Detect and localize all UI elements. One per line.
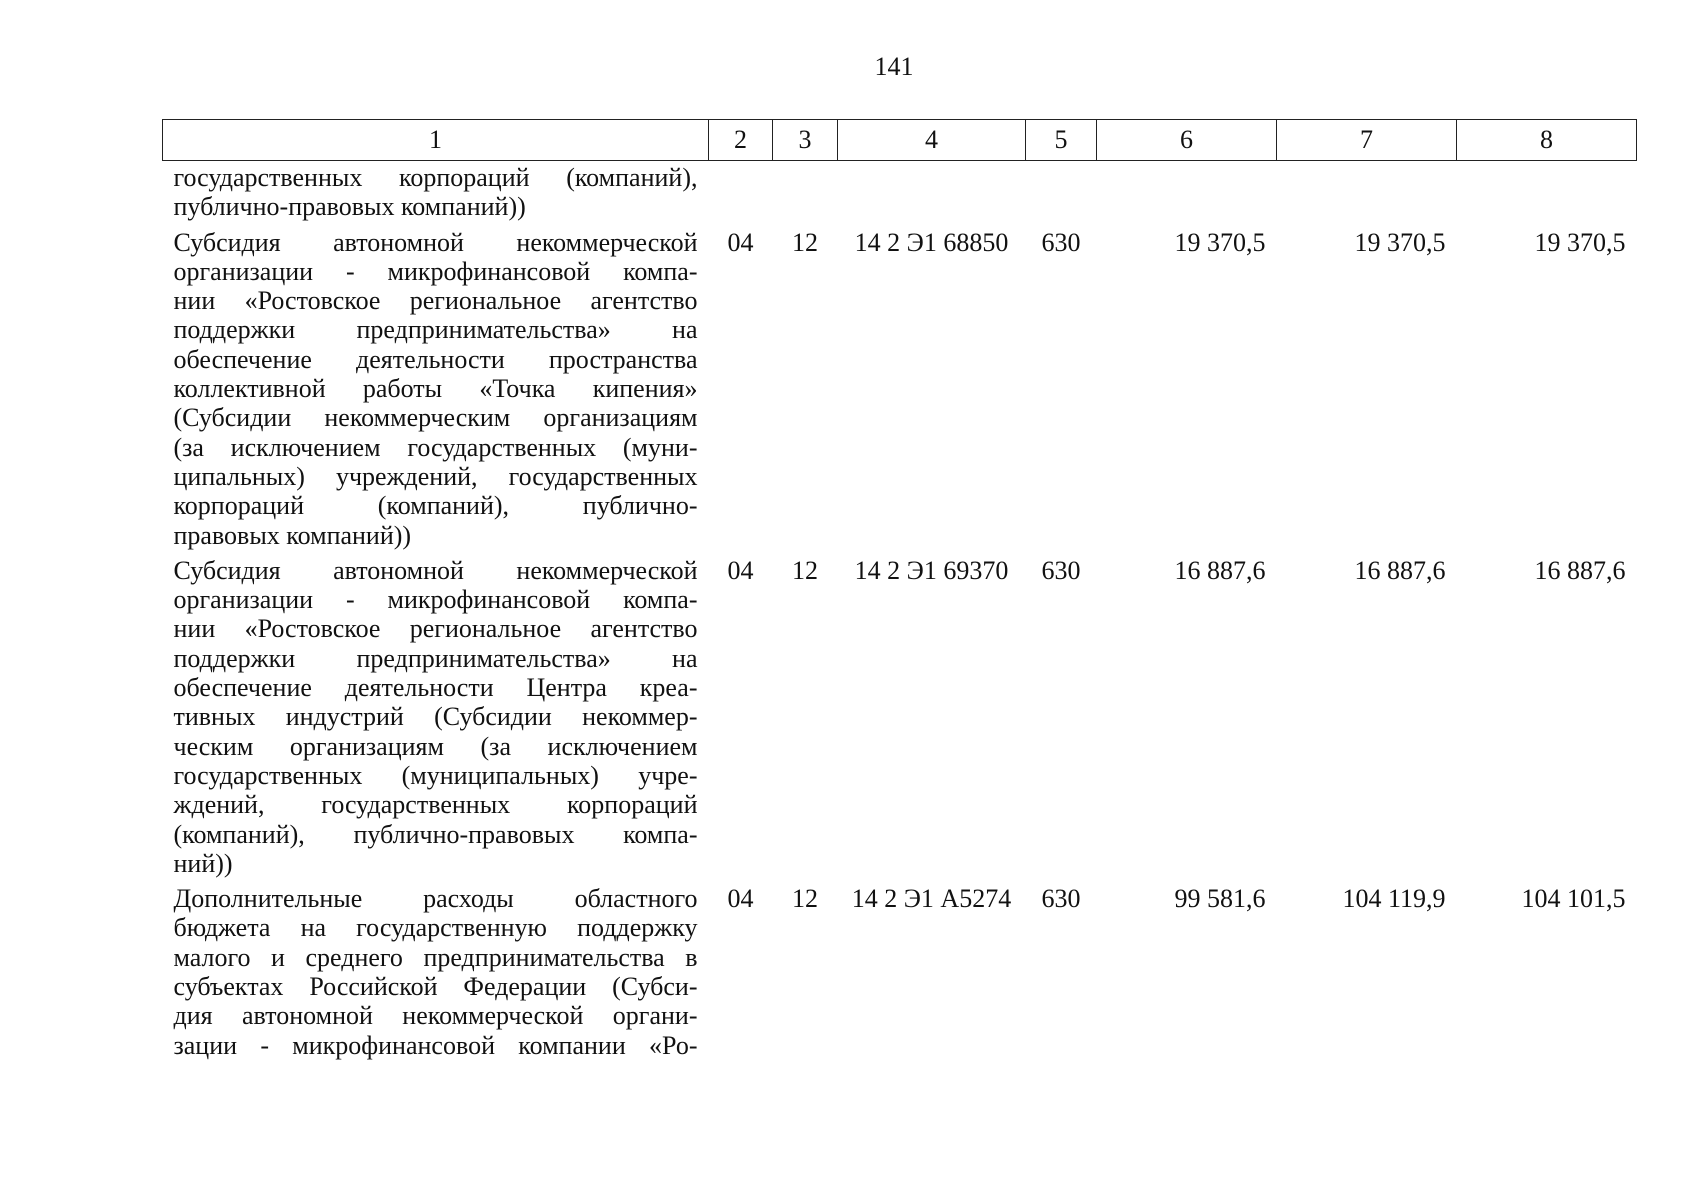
budget-table [162, 119, 1637, 1066]
description-line: государственных корпораций (компаний), [173, 163, 698, 192]
column-header: 6 [1097, 120, 1277, 161]
description-line: (Субсидии некоммерческим организациям [173, 403, 698, 433]
subsection-code [773, 161, 838, 228]
column-header: 5 [1026, 120, 1097, 161]
description-line: государственных (муниципальных) учре- [173, 760, 698, 790]
description-line: (компаний), публично-правовых компа- [173, 819, 698, 849]
row-description [163, 884, 709, 1066]
page-number: 141 [874, 52, 914, 81]
table-row [163, 228, 1637, 556]
description-line: организации - микрофинансовой компа- [173, 256, 698, 286]
row-description [163, 228, 709, 556]
amount-year-2: 16 887,6 [1354, 555, 1446, 585]
description-line: субъектах Российской Федерации (Субси- [173, 972, 698, 1002]
column-header: 7 [1277, 120, 1457, 161]
column-header: 1 [163, 120, 709, 161]
description-line: обеспечение деятельности пространства [173, 344, 698, 374]
description-line: нии «Ростовское региональное агентство [173, 286, 698, 316]
description-line: организации - микрофинансовой компа- [173, 585, 698, 615]
description-line: обеспечение деятельности Центра креа- [173, 673, 698, 703]
target-article-code: 14 2 Э1 68850 [854, 227, 1009, 257]
description-line: корпораций (компаний), публично- [173, 491, 698, 521]
amount-year-2: 104 119,9 [1342, 884, 1446, 914]
target-article-code [838, 161, 1026, 228]
description-line: Субсидия автономной некоммерческой [173, 555, 698, 585]
description-line: коллективной работы «Точка кипения» [173, 374, 698, 404]
header-row [163, 120, 1637, 161]
amount-year-3: 104 101,5 [1521, 884, 1626, 914]
table-row [163, 884, 1637, 1066]
description-line: Дополнительные расходы областного [173, 884, 698, 914]
section-code: 04 [727, 555, 754, 585]
description-line: бюджета на государственную поддержку [173, 913, 698, 943]
section-code: 04 [727, 227, 754, 257]
section-code: 04 [727, 884, 754, 914]
description-line: (за исключением государственных (муни- [173, 432, 698, 462]
expense-type-code: 630 [1041, 227, 1081, 257]
subsection-code: 12 [792, 884, 818, 914]
amount-year-1 [1097, 161, 1277, 228]
description-line: нии «Ростовское региональное агентство [173, 614, 698, 644]
expense-type-code: 630 [1041, 555, 1081, 585]
description-line: поддержки предпринимательства» на [173, 643, 698, 673]
subsection-code: 12 [792, 227, 818, 257]
amount-year-3: 19 370,5 [1534, 227, 1626, 257]
description-line: малого и среднего предпринимательства в [173, 942, 698, 972]
expense-type-code [1026, 161, 1097, 228]
table-row [163, 161, 1637, 228]
description-line: Субсидия автономной некоммерческой [173, 227, 698, 257]
column-header: 8 [1457, 120, 1637, 161]
table-row [163, 556, 1637, 884]
amount-year-2: 19 370,5 [1354, 227, 1446, 257]
row-description [163, 161, 709, 228]
section-code [709, 161, 773, 228]
description-line: ждений, государственных корпораций [173, 790, 698, 820]
description-line: поддержки предпринимательства» на [173, 315, 698, 345]
description-line: ципальных) учреждений, государственных [173, 461, 698, 491]
amount-year-2 [1277, 161, 1457, 228]
column-header: 3 [773, 120, 838, 161]
description-line: ний)) [173, 848, 233, 878]
description-line: тивных индустрий (Субсидии некоммер- [173, 702, 698, 732]
amount-year-1: 16 887,6 [1174, 555, 1266, 585]
amount-year-1: 99 581,6 [1174, 884, 1266, 914]
column-header: 2 [709, 120, 773, 161]
amount-year-1: 19 370,5 [1174, 227, 1266, 257]
row-description [163, 556, 709, 884]
description-line: публично-правовых компаний)) [173, 192, 526, 222]
description-line: дия автономной некоммерческой органи- [173, 1001, 698, 1031]
amount-year-3: 16 887,6 [1534, 555, 1626, 585]
target-article-code: 14 2 Э1 А5274 [851, 884, 1012, 914]
column-header: 4 [838, 120, 1026, 161]
subsection-code: 12 [792, 555, 818, 585]
description-line: зации - микрофинансовой компании «Ро- [173, 1030, 698, 1060]
expense-type-code: 630 [1041, 884, 1081, 914]
target-article-code: 14 2 Э1 69370 [854, 555, 1009, 585]
amount-year-3 [1457, 161, 1637, 228]
description-line: ческим организациям (за исключением [173, 731, 698, 761]
description-line: правовых компаний)) [173, 520, 412, 550]
